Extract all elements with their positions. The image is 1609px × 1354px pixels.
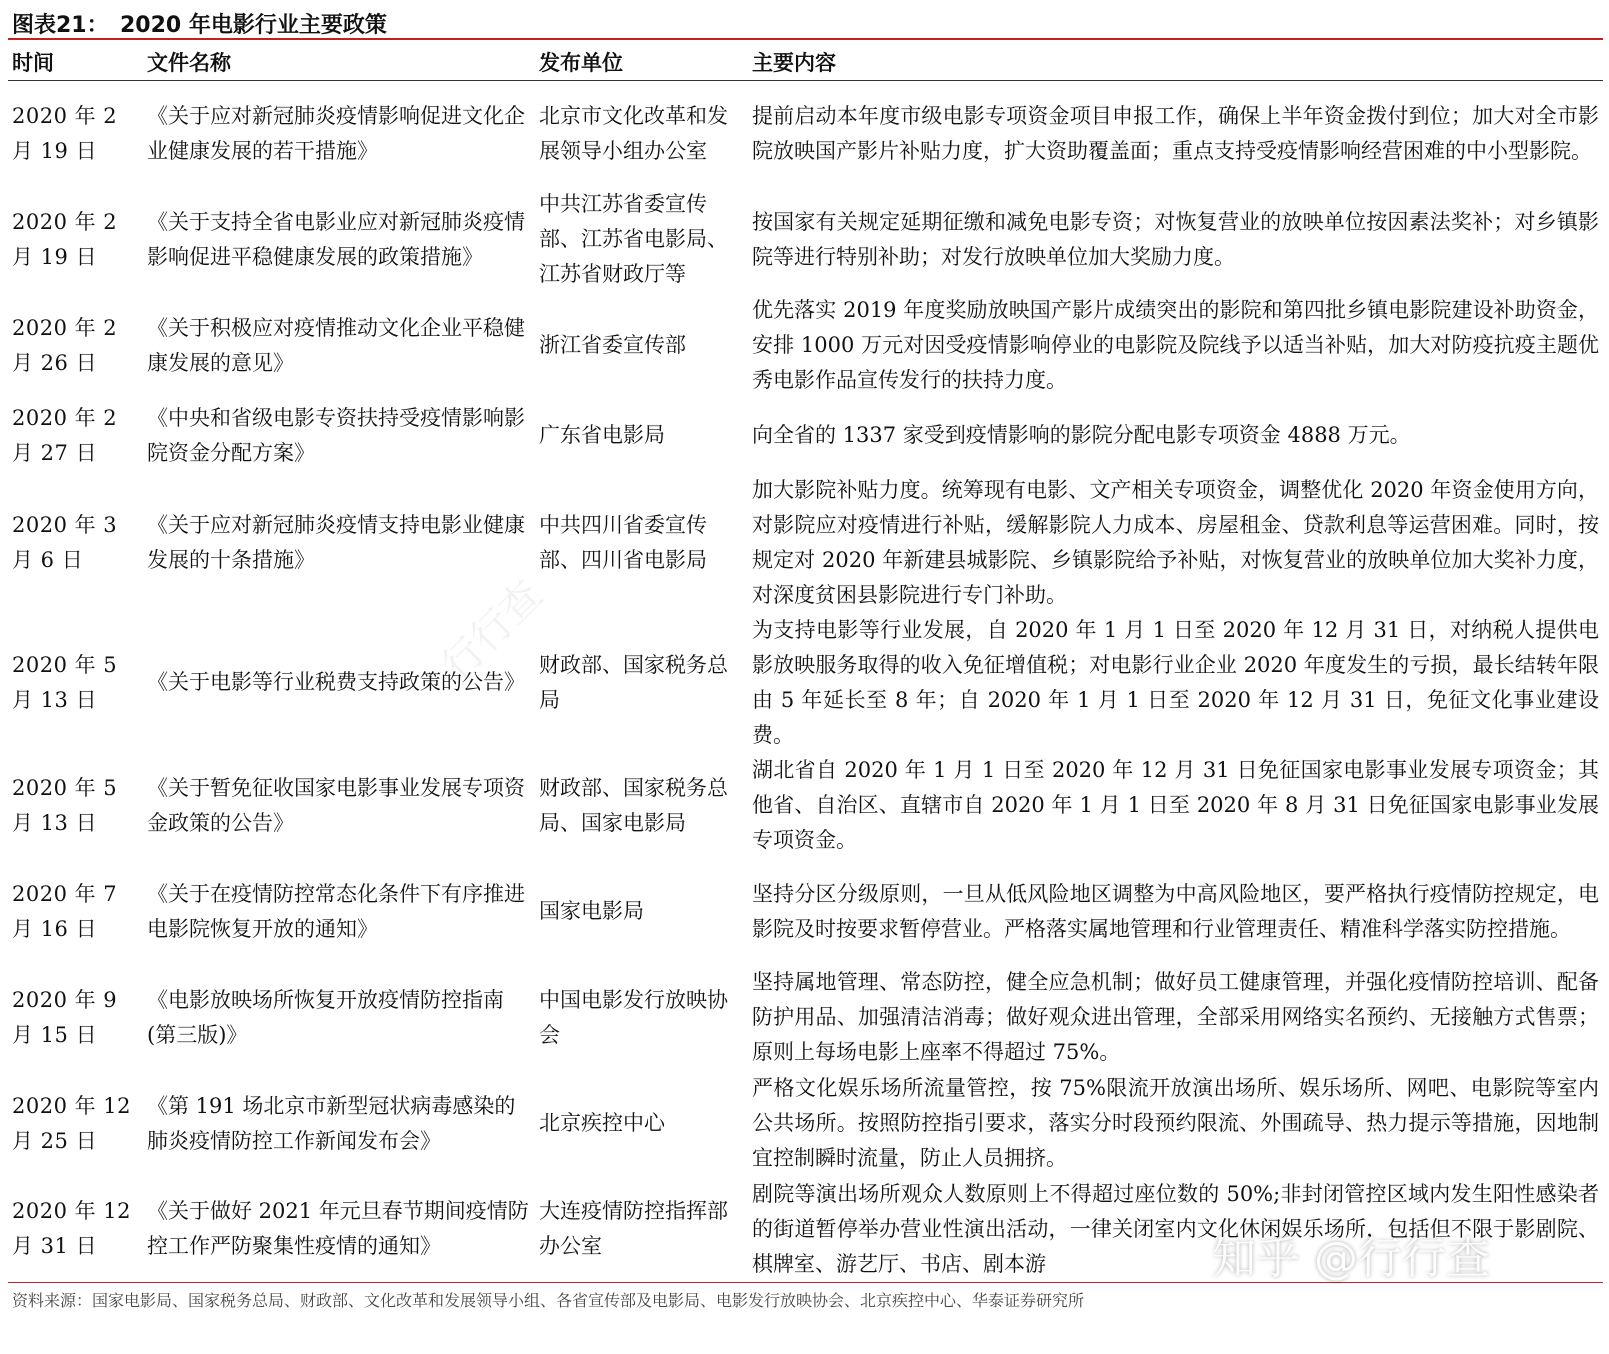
row-issuer: 广东省电影局 — [539, 423, 665, 447]
row-document-name: 《电影放映场所恢复开放疫情防控指南(第三版)》 — [147, 987, 504, 1047]
row-content: 坚持分区分级原则，一旦从低风险地区调整为中高风险地区，要严格执行疫情防控规定，电影院及时按要求暂停营业。严格落实属地管理和行业管理责任、精准科学落实防控措施。 — [752, 881, 1599, 941]
table-row — [8, 1071, 1603, 1177]
row-issuer: 国家电影局 — [539, 899, 644, 923]
row-document-name: 《关于积极应对疫情推动文化企业平稳健康发展的意见》 — [147, 315, 525, 375]
figure-title: 2020 年电影行业主要政策 — [120, 13, 387, 38]
row-content: 加大影院补贴力度。统筹现有电影、文产相关专项资金，调整优化 2020 年资金使用方向，对影院应对疫情进行补贴，缓解影院人力成本、房屋租金、贷款利息等运营困难。同时，按规定对 2020 年新建县城影院、乡镇影院给予补贴，对恢复营业的放映单位加大奖补力度，对深度贫困县影院进行专门补助。 — [752, 477, 1599, 607]
row-date: 2020 年 2 月 27 日 — [12, 405, 118, 465]
row-issuer: 浙江省委宣传部 — [539, 333, 686, 357]
table-row — [8, 859, 1603, 965]
row-date: 2020 年 5 月 13 日 — [12, 775, 118, 835]
row-content: 严格文化娱乐场所流量管控，按 75%限流开放演出场所、娱乐场所、网吧、电影院等室内公共场所。按照防控指引要求，落实分时段预约限流、外围疏导、热力提示等措施，因地制宜控制瞬时流量，防止人员拥挤。 — [752, 1076, 1599, 1170]
row-content: 湖北省自 2020 年 1 月 1 日至 2020 年 12 月 31 日免征国家电影事业发展专项资金；其他省、自治区、直辖市自 2020 年 1 月 1 日至 2020 年 8 月 31 日免征国家电影事业发展专项资金。 — [752, 758, 1599, 852]
row-date: 2020 年 9 月 15 日 — [12, 987, 118, 1047]
row-issuer: 大连疫情防控指挥部办公室 — [535, 1177, 748, 1283]
policy-table — [8, 44, 1603, 1283]
zhihu-watermark: 知乎 @行行查 — [1212, 1233, 1490, 1284]
table-row — [8, 473, 1603, 613]
header-date: 时间 — [8, 44, 143, 81]
row-issuer: 财政部、国家税务总局 — [539, 652, 728, 712]
row-content: 坚持属地管理、常态防控，健全应急机制；做好员工健康管理，并强化疫情防控培训、配备防护用品、加强清洁消毒；做好观众进出管理，全部采用网络实名预约、无接触方式售票；原则上每场电影上座率不得超过 75%。 — [752, 970, 1599, 1064]
table-row — [8, 81, 1603, 187]
row-date: 2020 年 5 月 13 日 — [12, 652, 118, 712]
table-row — [8, 293, 1603, 399]
row-issuer: 中共江苏省委宣传部、江苏省电影局、江苏省财政厅等 — [539, 192, 728, 286]
source-note: 资料来源：国家电影局、国家税务总局、财政部、文化改革和发展领导小组、各省宣传部及电影局、电影发行放映协会、北京疾控中心、华泰证券研究所 — [12, 1291, 1085, 1310]
row-date: 2020 年 12 月 25 日 — [12, 1093, 132, 1153]
row-content: 优先落实 2019 年度奖励放映国产影片成绩突出的影院和第四批乡镇电影院建设补助资金，安排 1000 万元对因受疫情影响停业的电影院及院线予以适当补贴，加大对防疫抗疫主题优秀电影作品宣传发行的扶持力度。 — [752, 298, 1599, 392]
table-header-row — [8, 44, 1603, 81]
row-content: 向全省的 1337 家受到疫情影响的影院分配电影专项资金 4888 万元。 — [752, 423, 1411, 447]
row-date: 2020 年 3 月 6 日 — [12, 512, 118, 572]
header-document-name: 文件名称 — [143, 44, 535, 81]
row-document-name: 《第 191 场北京市新型冠状病毒感染的肺炎疫情防控工作新闻发布会》 — [147, 1093, 516, 1153]
row-date: 2020 年 2 月 26 日 — [12, 315, 118, 375]
row-issuer: 北京疾控中心 — [539, 1111, 665, 1135]
figure-title-bar — [8, 4, 1603, 40]
row-content: 为支持电影等行业发展，自 2020 年 1 月 1 日至 2020 年 12 月 31 日，对纳税人提供电影放映服务取得的收入免征增值税；对电影行业企业 2020 年度发生的亏损，最长结转年限由 5 年延长至 8 年；自 2020 年 1 月 1 日至 2020 年 12 月 31 日，免征文化事业建设费。 — [752, 617, 1599, 747]
row-document-name: 《关于电影等行业税费支持政策的公告》 — [147, 670, 525, 694]
table-row — [8, 613, 1603, 753]
header-issuer: 发布单位 — [535, 44, 748, 81]
table-row — [8, 753, 1603, 859]
header-content: 主要内容 — [748, 44, 1603, 81]
row-issuer: 财政部、国家税务总局、国家电影局 — [539, 775, 728, 835]
table-row — [8, 399, 1603, 473]
figure-label: 图表21： — [12, 13, 109, 38]
row-issuer: 中国电影发行放映协会 — [539, 987, 728, 1047]
faint-watermark: 行行查 — [433, 572, 552, 690]
row-document-name: 《关于做好 2021 年元旦春节期间疫情防控工作严防聚集性疫情的通知》 — [143, 1177, 535, 1283]
row-document-name: 《关于在疫情防控常态化条件下有序推进电影院恢复开放的通知》 — [147, 881, 525, 941]
row-content: 按国家有关规定延期征缴和减免电影专资；对恢复营业的放映单位按因素法奖补；对乡镇影院等进行特别补助；对发行放映单位加大奖励力度。 — [752, 209, 1599, 269]
row-date: 2020 年 7 月 16 日 — [12, 881, 118, 941]
row-document-name: 《关于支持全省电影业应对新冠肺炎疫情影响促进平稳健康发展的政策措施》 — [147, 209, 525, 269]
row-content: 剧院等演出场所观众人数原则上不得超过座位数的 50%;非封闭管控区域内发生阳性感染者的街道暂停举办营业性演出活动，一律关闭室内文化休闲娱乐场所，包括但不限于影剧院、棋牌室、游艺厅、书店、剧本游 — [748, 1177, 1603, 1283]
row-issuer: 中共四川省委宣传部、四川省电影局 — [539, 512, 707, 572]
row-document-name: 《关于应对新冠肺炎疫情影响促进文化企业健康发展的若干措施》 — [147, 103, 525, 163]
row-content: 提前启动本年度市级电影专项资金项目申报工作，确保上半年资金拨付到位；加大对全市影院放映国产影片补贴力度，扩大资助覆盖面；重点支持受疫情影响经营困难的中小型影院。 — [752, 103, 1599, 163]
row-document-name: 《关于暂免征收国家电影事业发展专项资金政策的公告》 — [147, 775, 525, 835]
row-document-name: 《中央和省级电影专资扶持受疫情影响影院资金分配方案》 — [147, 405, 525, 465]
row-date: 2020 年 2 月 19 日 — [12, 209, 118, 269]
row-document-name: 《关于应对新冠肺炎疫情支持电影业健康发展的十条措施》 — [147, 512, 525, 572]
row-date: 2020 年 2 月 19 日 — [12, 103, 118, 163]
table-row — [8, 965, 1603, 1071]
table-row — [8, 187, 1603, 293]
row-date: 2020 年 12 月 31 日 — [8, 1177, 143, 1283]
row-issuer: 北京市文化改革和发展领导小组办公室 — [539, 103, 728, 163]
